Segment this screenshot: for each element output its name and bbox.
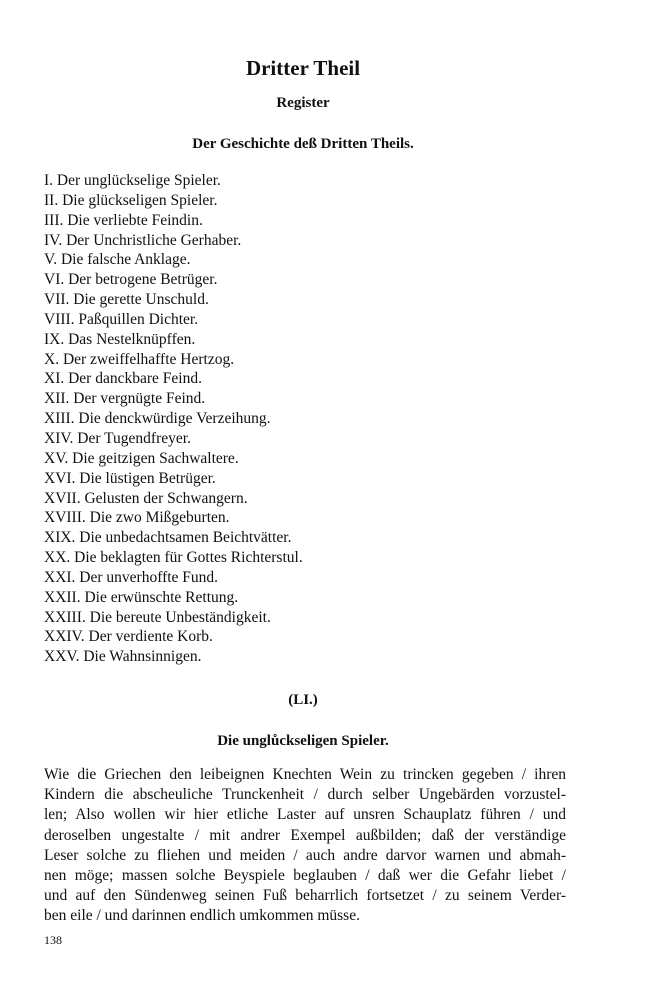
toc-item: XX. Die beklagten für Gottes Richterstul.	[44, 549, 303, 567]
toc-item: III. Die verliebte Feindin.	[44, 211, 203, 229]
toc-item: XVII. Gelusten der Schwangern.	[44, 489, 248, 507]
part-title: Dritter Theil	[245, 56, 361, 80]
register-subtitle: Der Geschichte deß Dritten Theils.	[192, 136, 414, 152]
toc-item: VIII. Paßquillen Dichter.	[44, 310, 199, 328]
toc-item: XXIII. Die bereute Unbeständigkeit.	[44, 608, 271, 626]
toc-item: II. Die glückseligen Spieler.	[44, 191, 218, 209]
register-heading: Register	[276, 95, 330, 111]
toc-item: V. Die falsche Anklage.	[44, 251, 191, 269]
chapter-body	[44, 765, 566, 927]
body-line: Wie die Griechen den leibeignen Knechten Wein zu trincken gegeben / ihren	[44, 766, 566, 783]
toc-item: XIII. Die denckwürdige Verzeihung.	[44, 410, 271, 428]
body-line: und auf den Sündenweg seinen Fuß beharrlich fortsetzet / zu seinem Verder-	[44, 887, 566, 905]
toc-item: X. Der zweiffelhaffte Hertzog.	[44, 350, 235, 368]
toc-item: XV. Die geitzigen Sachwaltere.	[44, 449, 239, 467]
toc-item: XVIII. Die zwo Mißgeburten.	[44, 509, 230, 527]
table-of-contents	[44, 171, 303, 667]
toc-item: XXIV. Der verdiente Korb.	[44, 628, 213, 646]
toc-item: XI. Der danckbare Feind.	[44, 370, 202, 388]
toc-item: I. Der unglückselige Spieler.	[44, 172, 221, 189]
toc-item: XXI. Der unverhoffte Fund.	[44, 568, 219, 586]
toc-item: IX. Das Nestelknüpffen.	[44, 330, 196, 348]
toc-item: VII. Die gerette Unschuld.	[44, 291, 209, 309]
body-line: ben eile / und darinnen endlich umkommen müsse.	[44, 907, 360, 925]
body-line: Leser solche zu fliehen und meiden / auch andre darvor warnen und abmah-	[44, 846, 566, 864]
body-line: deroselben ungestalte / mit andrer Exempel außbilden; daß der verständige	[44, 826, 566, 844]
page-number: 138	[44, 933, 62, 947]
toc-item: XVI. Die lüstigen Betrüger.	[44, 469, 216, 487]
toc-item: XIX. Die unbedachtsamen Beichtvätter.	[44, 529, 292, 547]
toc-item: XXII. Die erwünschte Rettung.	[44, 588, 239, 606]
body-line: Kindern die abscheuliche Trunckenheit / durch selber Ungebärden vorzustel-	[44, 786, 566, 804]
toc-item: XIV. Der Tugendfreyer.	[44, 429, 191, 447]
body-line: nen möge; massen solche Beyspiele beglauben / daß wer die Gefahr liebet /	[44, 867, 566, 885]
chapter-title: Die unglůckseligen Spieler.	[217, 733, 389, 749]
toc-item: XXV. Die Wahnsinnigen.	[44, 648, 202, 666]
chapter-number: (LI.)	[288, 692, 318, 708]
body-line: len; Also wollen wir hier etliche Laster auf unsren Schauplatz führen / und	[44, 806, 566, 824]
toc-item: IV. Der Unchristliche Gerhaber.	[44, 231, 242, 249]
toc-item: VI. Der betrogene Betrüger.	[44, 271, 218, 289]
toc-item: XII. Der vergnügte Feind.	[44, 390, 206, 408]
